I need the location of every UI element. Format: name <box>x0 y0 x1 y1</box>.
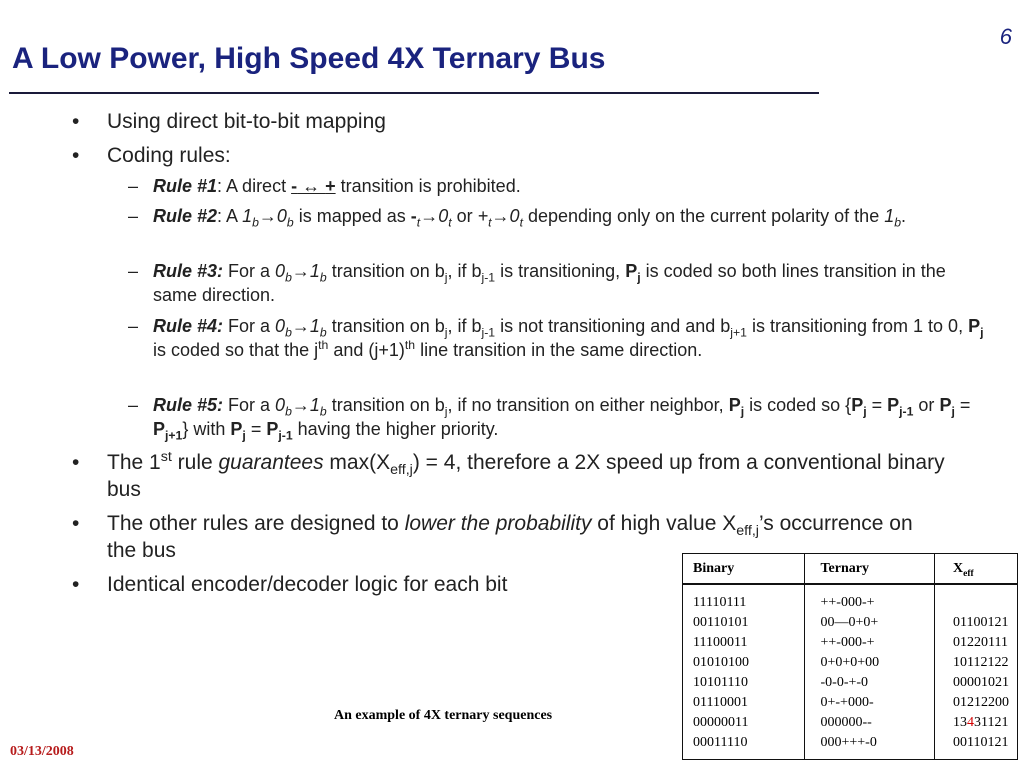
bullet-text: Using direct bit-to-bit mapping <box>107 110 386 133</box>
minus-symbol: - <box>291 176 298 196</box>
sub-bullet-dash: – <box>128 176 139 196</box>
rule-2 <box>128 204 963 228</box>
rule-label: Rule #3: <box>153 261 224 281</box>
value-0t: 0 <box>438 206 449 226</box>
ternary-value: ++-000-+ <box>820 595 875 610</box>
rule-text: : A direct <box>217 176 292 196</box>
subscript-eff-j: eff,j <box>390 462 413 479</box>
ternary-value: 00—0+0+ <box>820 615 879 630</box>
symbol-p: P <box>153 419 166 439</box>
rule-label: Rule #5: <box>153 395 224 415</box>
header-x: X <box>953 560 964 576</box>
bidirectional-arrow-symbol: ↔ <box>297 176 326 196</box>
rule-text: = <box>954 395 971 415</box>
symbol-p: P <box>266 419 279 439</box>
symbol-p: P <box>939 395 952 415</box>
bullet-dot: • <box>72 110 80 133</box>
ternary-value: 0+-+000- <box>820 695 874 710</box>
rule-1 <box>128 174 953 198</box>
xeff-suffix: 31121 <box>974 715 1009 730</box>
xeff-max-highlight: 4 <box>967 715 974 730</box>
binary-value: 00011110 <box>693 735 748 750</box>
header-xeff <box>935 554 1018 585</box>
subscript-eff-j: eff,j <box>736 523 759 540</box>
ternary-value: -0-0-+-0 <box>820 675 869 690</box>
superscript-th: th <box>404 338 416 352</box>
bullet-dot: • <box>72 573 80 596</box>
symbol-p: P <box>851 395 864 415</box>
rule-text: is mapped as <box>293 206 411 226</box>
ternary-value: 0+0+0+00 <box>820 655 880 670</box>
value-1b: 1 <box>242 206 253 226</box>
subscript-t: t <box>488 215 492 230</box>
bullet-text: The 1 <box>107 451 161 474</box>
rule-text: = <box>245 419 267 439</box>
header-eff-subscript: eff <box>963 568 974 579</box>
bullet-dot: • <box>72 144 80 167</box>
binary-column <box>683 584 805 760</box>
bullet-dot: • <box>72 512 80 535</box>
binary-value: 01110001 <box>693 695 748 710</box>
ternary-value: 000+++-0 <box>820 735 877 750</box>
rule-text: , if b <box>447 261 482 281</box>
arrow-symbol: → <box>291 261 310 281</box>
rule-text: is coded so both lines transition in the same direction. <box>153 261 946 305</box>
subscript-j: j <box>951 404 955 419</box>
arrow-symbol: → <box>420 206 439 226</box>
subscript-b: b <box>285 325 292 340</box>
rule-text: or <box>913 395 940 415</box>
bullet-text: The other rules are designed to <box>107 512 405 535</box>
rule-text: = <box>866 395 888 415</box>
footer-date: 03/13/2008 <box>10 744 74 759</box>
binary-value: 11110111 <box>693 595 747 610</box>
arrow-symbol: → <box>291 316 310 336</box>
rule-text: . <box>901 206 907 226</box>
ternary-value: 000000-- <box>820 715 872 730</box>
subscript-j: j <box>740 404 745 419</box>
rule-text: and (j+1) <box>328 340 405 360</box>
bullet-coding-rules <box>72 142 231 169</box>
rule-text: For a <box>223 395 276 415</box>
xeff-value: 01212200 <box>953 695 1009 710</box>
rule-4 <box>128 314 993 362</box>
symbol-p: P <box>728 395 741 415</box>
plus-symbol: + <box>325 176 336 196</box>
ternary-value: ++-000-+ <box>820 635 875 650</box>
table-body-row <box>683 584 1018 760</box>
slide-number: 6 <box>999 24 1012 49</box>
value-plus-t: + <box>477 206 489 226</box>
value-0b: 0 <box>275 261 286 281</box>
bullet-first-rule-guarantee <box>72 449 947 503</box>
emphasis-lower-probability: lower the probability <box>404 512 592 535</box>
subscript-t: t <box>448 215 452 230</box>
subscript-b: b <box>252 215 259 230</box>
subscript-b: b <box>319 404 327 419</box>
rule-text: or <box>451 206 478 226</box>
xeff-value: 01220111 <box>953 635 1008 650</box>
arrow-symbol: → <box>291 395 310 415</box>
header-ternary: Ternary <box>804 554 935 585</box>
subscript-j: j <box>444 270 448 285</box>
rule-3 <box>128 259 973 307</box>
table-caption: An example of 4X ternary sequences <box>334 708 553 723</box>
rule-text: For a <box>223 261 276 281</box>
value-1b: 1 <box>884 206 895 226</box>
value-1b: 1 <box>309 261 320 281</box>
header-binary: Binary <box>683 554 805 585</box>
binary-value: 00110101 <box>693 615 749 630</box>
subscript-j-plus-1: j+1 <box>730 325 747 340</box>
subscript-b: b <box>319 325 327 340</box>
subscript-j-minus-1: j-1 <box>899 404 914 419</box>
subscript-j: j <box>637 270 641 285</box>
rule-label: Rule #2 <box>153 206 218 226</box>
rule-text: For a <box>223 316 276 336</box>
bullet-text: ’s occurrence on the bus <box>107 512 913 562</box>
bullet-text: ) = 4, therefore a 2X speed up from a conventional binary bus <box>107 451 945 501</box>
emphasis-guarantees: guarantees <box>218 451 324 474</box>
binary-value: 10101110 <box>693 675 748 690</box>
bullet-text: max(X <box>323 451 391 474</box>
binary-value: 11100011 <box>693 635 748 650</box>
rule-text: transition on b <box>326 316 445 336</box>
subscript-j: j <box>980 325 984 340</box>
subscript-b: b <box>894 215 902 230</box>
subscript-b: b <box>286 215 294 230</box>
subscript-j-minus-1: j-1 <box>278 428 293 443</box>
ternary-column <box>804 584 935 760</box>
slide-title: A Low Power, High Speed 4X Ternary Bus <box>12 42 606 75</box>
rule-text: is coded so that the j <box>153 340 319 360</box>
sub-bullet-dash: – <box>128 261 139 281</box>
symbol-p: P <box>625 261 638 281</box>
xeff-value: 10112122 <box>953 655 1009 670</box>
xeff-column <box>935 584 1018 760</box>
xeff-value: 00110121 <box>953 735 1009 750</box>
rule-text: is coded so { <box>744 395 852 415</box>
rule-text: transition on b <box>326 261 445 281</box>
rule-text: } with <box>182 419 231 439</box>
rule-text: is not transitioning and and b <box>495 316 731 336</box>
ternary-sequence-table <box>682 553 1018 760</box>
superscript-st: st <box>160 449 172 465</box>
bullet-encoder-decoder <box>72 571 507 598</box>
rule-label: Rule #4: <box>153 316 224 336</box>
binary-value: 00000011 <box>693 715 749 730</box>
subscript-b: b <box>285 404 292 419</box>
rule-text: having the higher priority. <box>292 419 499 439</box>
subscript-j-minus-1: j-1 <box>481 325 496 340</box>
arrow-symbol: → <box>258 206 277 226</box>
rule-label: Rule #1 <box>153 176 218 196</box>
symbol-p: P <box>887 395 900 415</box>
value-0b: 0 <box>275 316 286 336</box>
value-1b: 1 <box>309 316 320 336</box>
rule-text: , if no transition on either neighbor, <box>447 395 729 415</box>
value-0t: 0 <box>509 206 520 226</box>
value-minus-t: - <box>410 206 417 226</box>
superscript-th: th <box>318 338 329 352</box>
subscript-t: t <box>519 215 523 230</box>
sub-bullet-dash: – <box>128 395 139 415</box>
value-1b: 1 <box>309 395 320 415</box>
bullet-text: rule <box>171 451 219 474</box>
value-0b: 0 <box>275 395 286 415</box>
rule-text: depending only on the current polarity of the <box>522 206 885 226</box>
bullet-text: Coding rules: <box>107 144 231 167</box>
bullet-dot: • <box>72 451 80 474</box>
rule-text: is transitioning, <box>495 261 626 281</box>
sub-bullet-dash: – <box>128 316 139 336</box>
rule-5 <box>128 393 973 441</box>
subscript-b: b <box>285 270 292 285</box>
value-0b: 0 <box>276 206 287 226</box>
rule-text: transition is prohibited. <box>335 176 521 196</box>
subscript-j: j <box>444 325 448 340</box>
bullet-text: Identical encoder/decoder logic for each bit <box>107 573 508 596</box>
subscript-b: b <box>319 270 327 285</box>
subscript-j: j <box>444 404 448 419</box>
subscript-j-plus-1: j+1 <box>165 428 183 443</box>
title-divider <box>9 92 819 94</box>
table-header-row <box>683 554 1018 585</box>
binary-value: 01010100 <box>693 655 749 670</box>
symbol-p: P <box>968 316 981 336</box>
subscript-j: j <box>242 428 246 443</box>
arrow-symbol: → <box>491 206 510 226</box>
rule-text: is transitioning from 1 to 0, <box>746 316 969 336</box>
rule-text: transition on b <box>326 395 445 415</box>
subscript-j: j <box>863 404 867 419</box>
xeff-prefix: 13 <box>953 715 967 730</box>
xeff-value: 00001021 <box>953 675 1009 690</box>
subscript-j-minus-1: j-1 <box>481 270 496 285</box>
symbol-p: P <box>230 419 243 439</box>
sub-bullet-dash: – <box>128 206 139 226</box>
subscript-t: t <box>416 215 421 230</box>
xeff-value: 01100121 <box>953 615 1009 630</box>
rule-text: , if b <box>447 316 482 336</box>
xeff-value-highlighted <box>953 713 1009 733</box>
bullet-text: of high value X <box>591 512 737 535</box>
rule-text: : A <box>217 206 243 226</box>
rule-text: line transition in the same direction. <box>415 340 703 360</box>
bullet-direct-mapping <box>72 108 386 135</box>
